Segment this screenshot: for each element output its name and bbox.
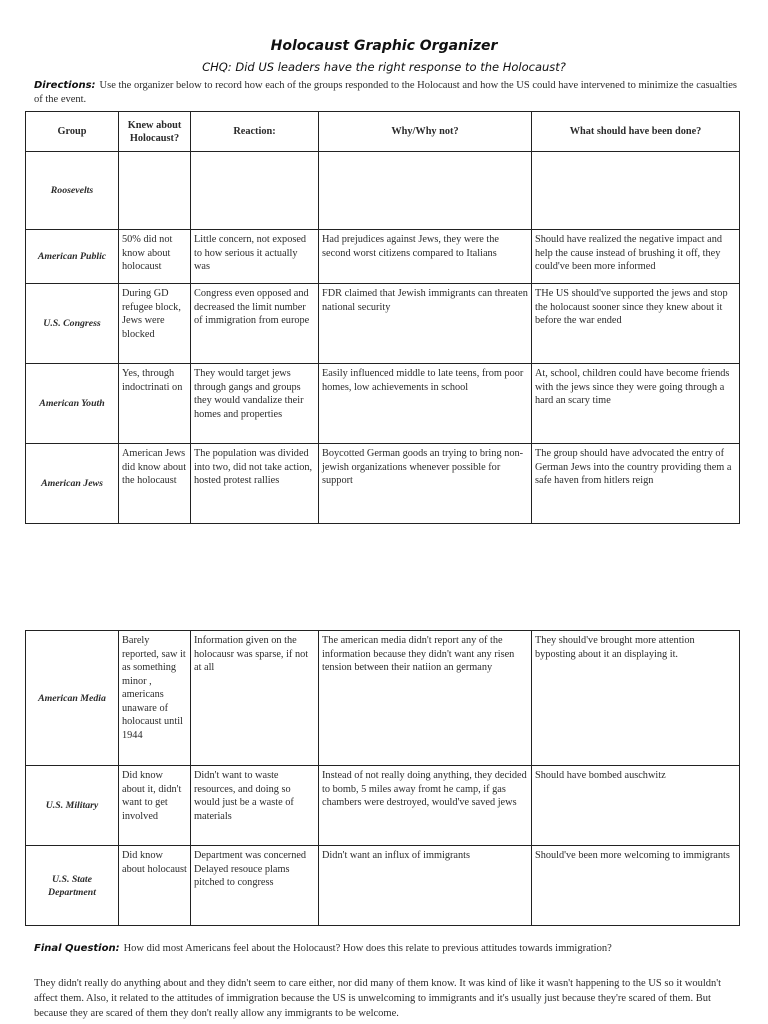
knew-cell: Did know about holocaust [119,846,191,926]
table-row [26,631,740,766]
directions [34,79,744,107]
should-cell [532,152,740,230]
page-subtitle: CHQ: Did US leaders have the right response to the Holocaust? [202,60,566,74]
table-row [26,846,740,926]
reaction-cell: Little concern, not exposed to how serious it actually was [191,230,319,284]
group-cell: U.S. State Department [26,846,119,926]
final-question-text: How did most Americans feel about the Holocaust? How does this relate to previous attitudes towards immigration? [123,943,612,954]
page-title: Holocaust Graphic Organizer [270,38,498,54]
organizer-table-1 [25,111,740,524]
directions-label: Directions: [34,80,96,91]
table-row [26,230,740,284]
should-cell: At, school, children could have become friends with the jews since they were going through a hard an scary time [532,364,740,444]
knew-cell [119,152,191,230]
why-cell: FDR claimed that Jewish immigrants can threaten national security [319,284,532,364]
why-cell: Didn't want an influx of immigrants [319,846,532,926]
organizer-table-2 [25,630,740,926]
table-row [26,152,740,230]
why-cell [319,152,532,230]
header-should: What should have been done? [532,112,740,152]
group-cell: American Media [26,631,119,766]
table-row [26,284,740,364]
should-cell: Should've been more welcoming to immigrants [532,846,740,926]
header-why: Why/Why not? [319,112,532,152]
reaction-cell: Department was concerned Delayed resouce plams pitched to congress [191,846,319,926]
header-group: Group [26,112,119,152]
reaction-cell: Information given on the holocausr was sparse, if not at all [191,631,319,766]
why-cell: Instead of not really doing anything, they decided to bomb, 5 miles away fromt he camp, if gas chambers were destroyed, would've saved jews [319,766,532,846]
group-cell: U.S. Military [26,766,119,846]
group-cell: American Youth [26,364,119,444]
knew-cell: During GD refugee block, Jews were blocked [119,284,191,364]
knew-cell: Did know about it, didn't want to get involved [119,766,191,846]
reaction-cell: Didn't want to waste resources, and doing so would just be a waste of materials [191,766,319,846]
final-question-label: Final Question: [34,943,120,954]
header-knew: Knew about Holocaust? [119,112,191,152]
header-row [26,112,740,152]
group-cell: Roosevelts [26,152,119,230]
should-cell: Should have realized the negative impact and help the cause instead of brushing it off, they could've been more informed [532,230,740,284]
table-row [26,766,740,846]
table-row [26,444,740,524]
knew-cell: Barely reported, saw it as something minor , americans unaware of holocaust until 1944 [119,631,191,766]
final-answer: They didn't really do anything about and they didn't seem to care either, nor did many of them know. It was kind of like it wasn't happening to the US so it wouldn't affect them. Also, it related to the attitudes of immigration because the US is unwelcoming to immigrants and it's usually just because they're scared of them. But because they are scared of them they don't really allow any immigrants to be welcome. [34,978,722,1019]
reaction-cell: They would target jews through gangs and groups they would vandalize their homes and properties [191,364,319,444]
reaction-cell [191,152,319,230]
header-reaction: Reaction: [191,112,319,152]
why-cell: Easily influenced middle to late teens, from poor homes, low achievements in school [319,364,532,444]
group-cell: American Jews [26,444,119,524]
why-cell: The american media didn't report any of the information because they didn't want any risen tension between their natiion an germany [319,631,532,766]
knew-cell: 50% did not know about holocaust [119,230,191,284]
should-cell: They should've brought more attention byposting about it an displaying it. [532,631,740,766]
group-cell: U.S. Congress [26,284,119,364]
should-cell: The group should have advocated the entry of German Jews into the country providing them a safe haven from hitlers reign [532,444,740,524]
table-row [26,364,740,444]
knew-cell: Yes, through indoctrinati on [119,364,191,444]
knew-cell: American Jews did know about the holocaust [119,444,191,524]
why-cell: Had prejudices against Jews, they were the second worst citizens compared to Italians [319,230,532,284]
directions-text: Use the organizer below to record how each of the groups responded to the Holocaust and how the US could have intervened to minimize the casualties of the event. [34,80,738,105]
final-question [34,942,744,956]
why-cell: Boycotted German goods an trying to bring non-jewish organizations whenever possible for support [319,444,532,524]
group-cell: American Public [26,230,119,284]
reaction-cell: The population was divided into two, did not take action, hosted protest rallies [191,444,319,524]
should-cell: THe US should've supported the jews and stop the holocaust sooner since they knew about it before the war ended [532,284,740,364]
should-cell: Should have bombed auschwitz [532,766,740,846]
reaction-cell: Congress even opposed and decreased the limit number of immigration from europe [191,284,319,364]
